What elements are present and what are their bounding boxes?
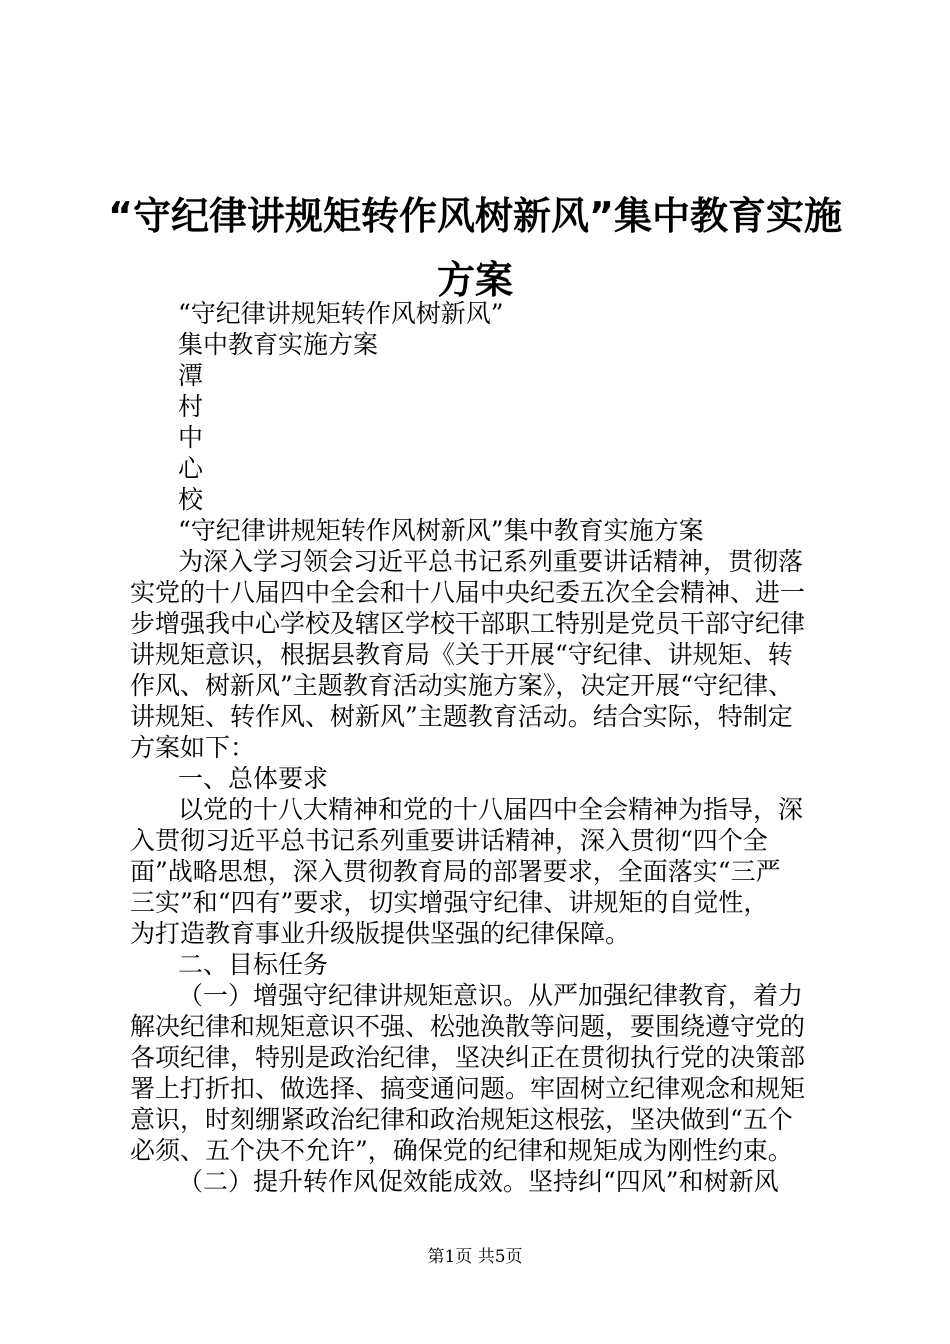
page-title [100, 184, 850, 312]
section-line: 署上打折扣、做选择、搞变通问题。牢固树立纪律观念和规矩 [130, 1074, 806, 1103]
intro-line: 为深入学习领会习近平总书记系列重要讲话精神，贯彻落 [178, 547, 804, 576]
section-line: 各项纪律，特别是政治纪律，坚决纠正在贯彻执行党的决策部 [130, 1043, 806, 1072]
intro-line: 步增强我中心学校及辖区学校干部职工特别是党员干部守纪律 [130, 609, 806, 638]
page-title-line-2: 方案 [436, 258, 513, 302]
page-footer: 第1页 共5页 [427, 1247, 523, 1267]
header-line: 心 [178, 454, 204, 483]
section-line: 必须、五个决不允许”，确保党的纪律和规矩成为刚性约束。 [130, 1136, 793, 1165]
header-line: 村 [178, 392, 204, 421]
header-line: “守纪律讲规矩转作风树新风”集中教育实施方案 [178, 516, 704, 545]
section-line: 以党的十八大精神和党的十八届四中全会精神为指导，深 [178, 795, 804, 824]
section-heading: 二、目标任务 [178, 950, 329, 979]
section-line: 为打造教育事业升级版提供坚强的纪律保障。 [130, 919, 631, 948]
section-line: 三实”和“四有”要求，切实增强守纪律、讲规矩的自觉性， [130, 888, 769, 917]
section-line: （二）提升转作风促效能成效。坚持纠“四风”和树新风 [178, 1167, 779, 1196]
header-line: 中 [178, 423, 204, 452]
section-line: （一）增强守纪律讲规矩意识。从严加强纪律教育，着力 [178, 981, 804, 1010]
intro-line: 实党的十八届四中全会和十八届中央纪委五次全会精神、进一 [130, 578, 806, 607]
header-line: 集中教育实施方案 [178, 330, 379, 359]
header-line: “守纪律讲规矩转作风树新风” [178, 299, 504, 328]
intro-line: 方案如下： [130, 733, 256, 762]
page-title-line-1: “守纪律讲规矩转作风树新风”集中教育实施 [108, 194, 842, 238]
intro-line: 讲规矩意识，根据县教育局《关于开展“守纪律、讲规矩、转 [130, 640, 793, 669]
header-line: 潭 [178, 361, 204, 390]
section-line: 入贯彻习近平总书记系列重要讲话精神，深入贯彻“四个全 [130, 826, 768, 855]
intro-line: 讲规矩、转作风、树新风”主题教育活动。结合实际，特制定 [130, 702, 793, 731]
section-line: 面”战略思想，深入贯彻教育局的部署要求，全面落实“三严 [130, 857, 781, 886]
section-line: 意识，时刻绷紧政治纪律和政治规矩这根弦，坚决做到“五个 [130, 1105, 793, 1134]
header-line: 校 [178, 485, 204, 514]
intro-line: 作风、树新风”主题教育活动实施方案》，决定开展“守纪律、 [130, 671, 794, 700]
section-line: 解决纪律和规矩意识不强、松弛涣散等问题，要围绕遵守党的 [130, 1012, 806, 1041]
section-heading: 一、总体要求 [178, 764, 329, 793]
